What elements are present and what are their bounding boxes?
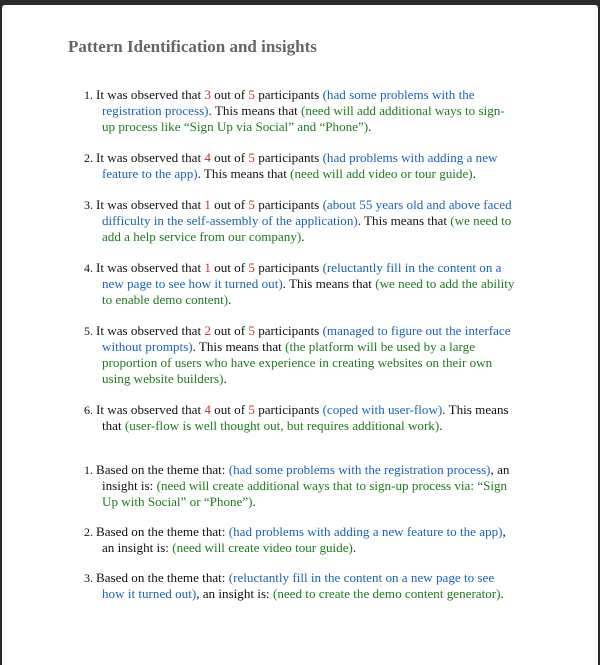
item-number: 2. bbox=[84, 525, 93, 539]
participant-count: 3 bbox=[204, 87, 211, 102]
finding-item: 1. It was observed that 3 out of 5 participants (had some problems with the registration process). This means that (need will add additional ways to sign-up process like “Sign Up via Social” and “Phone”). bbox=[84, 87, 505, 134]
finding-theme: (about 55 years old and above faced difficulty in the self-assembly of the application) bbox=[102, 197, 512, 228]
participant-total: 5 bbox=[248, 402, 255, 417]
participant-count: 2 bbox=[204, 323, 211, 338]
item-number: 2. bbox=[84, 151, 93, 165]
insight-text: (need will create additional ways that to sign-up process via: “Sign Up with Social” or “Phone”) bbox=[102, 478, 508, 509]
insight-theme: (had some problems with the registration process) bbox=[228, 462, 491, 477]
participant-total: 5 bbox=[248, 197, 255, 212]
insight-text: (need to create the demo content generator) bbox=[272, 586, 501, 601]
item-number: 6. bbox=[84, 403, 93, 417]
item-number: 1. bbox=[84, 88, 93, 102]
finding-item: 2. It was observed that 4 out of 5 participants (had problems with adding a new feature to the app). This means that (need will add video or tour guide). bbox=[84, 150, 498, 181]
insight-item: 3. Based on the theme that: (reluctantly fill in the content on a new page to see how it turned out), an insight is: (need to create the demo content generator). bbox=[84, 570, 504, 601]
participant-total: 5 bbox=[248, 260, 255, 275]
participant-total: 5 bbox=[248, 87, 255, 102]
finding-meaning: (need will add video or tour guide) bbox=[290, 166, 473, 181]
finding-item: 5. It was observed that 2 out of 5 participants (managed to figure out the interface without prompts). This means that (the platform will be used by a large proportion of users who have experience in creating websites on their own using website builders). bbox=[84, 323, 511, 386]
item-number: 3. bbox=[84, 198, 93, 212]
item-number: 5. bbox=[84, 324, 93, 338]
insight-theme: (reluctantly fill in the content on a new page to see how it turned out) bbox=[102, 570, 495, 601]
finding-meaning: (we need to add a help service from our company) bbox=[102, 213, 512, 244]
item-number: 3. bbox=[84, 571, 93, 585]
insight-item: 1. Based on the theme that: (had some problems with the registration process), an insight is: (need will create additional ways that to sign-up process via: “Sign Up with Social” or “Phone”). bbox=[84, 462, 510, 509]
document-page bbox=[2, 5, 598, 665]
finding-theme: (managed to figure out the interface without prompts) bbox=[102, 323, 511, 354]
finding-meaning: (need will add additional ways to sign-up process like “Sign Up via Social” and “Phone”) bbox=[102, 103, 505, 134]
finding-item: 4. It was observed that 1 out of 5 participants (reluctantly fill in the content on a new page to see how it turned out). This means that (we need to add the ability to enable demo content). bbox=[84, 260, 515, 307]
finding-meaning: (user-flow is well thought out, but requires additional work) bbox=[124, 418, 440, 433]
participant-count: 4 bbox=[204, 150, 211, 165]
participant-count: 1 bbox=[204, 260, 211, 275]
finding-meaning: (we need to add the ability to enable demo content) bbox=[102, 276, 515, 307]
findings-list bbox=[84, 87, 516, 449]
item-number: 4. bbox=[84, 261, 93, 275]
insights-list bbox=[84, 462, 516, 616]
participant-total: 5 bbox=[248, 323, 255, 338]
insight-item: 2. Based on the theme that: (had problems with adding a new feature to the app), an insight is: (need will create video tour guide). bbox=[84, 524, 506, 555]
finding-theme: (coped with user-flow) bbox=[322, 402, 443, 417]
finding-item: 6. It was observed that 4 out of 5 participants (coped with user-flow). This means that (user-flow is well thought out, but requires additional work). bbox=[84, 402, 509, 433]
participant-count: 1 bbox=[204, 197, 211, 212]
finding-theme: (had problems with adding a new feature to the app) bbox=[102, 150, 498, 181]
finding-item: 3. It was observed that 1 out of 5 participants (about 55 years old and above faced difficulty in the self-assembly of the application). This means that (we need to add a help service from our company). bbox=[84, 197, 512, 244]
insight-text: (need will create video tour guide) bbox=[172, 540, 353, 555]
participant-count: 4 bbox=[204, 402, 211, 417]
participant-total: 5 bbox=[248, 150, 255, 165]
item-number: 1. bbox=[84, 463, 93, 477]
finding-meaning: (the platform will be used by a large proportion of users who have experience in creating websites on their own using website builders) bbox=[102, 339, 493, 386]
insight-theme: (had problems with adding a new feature to the app) bbox=[228, 524, 503, 539]
finding-theme: (had some problems with the registration process) bbox=[102, 87, 475, 118]
page-title: Pattern Identification and insights bbox=[68, 37, 317, 56]
finding-theme: (reluctantly fill in the content on a new page to see how it turned out) bbox=[102, 260, 502, 291]
